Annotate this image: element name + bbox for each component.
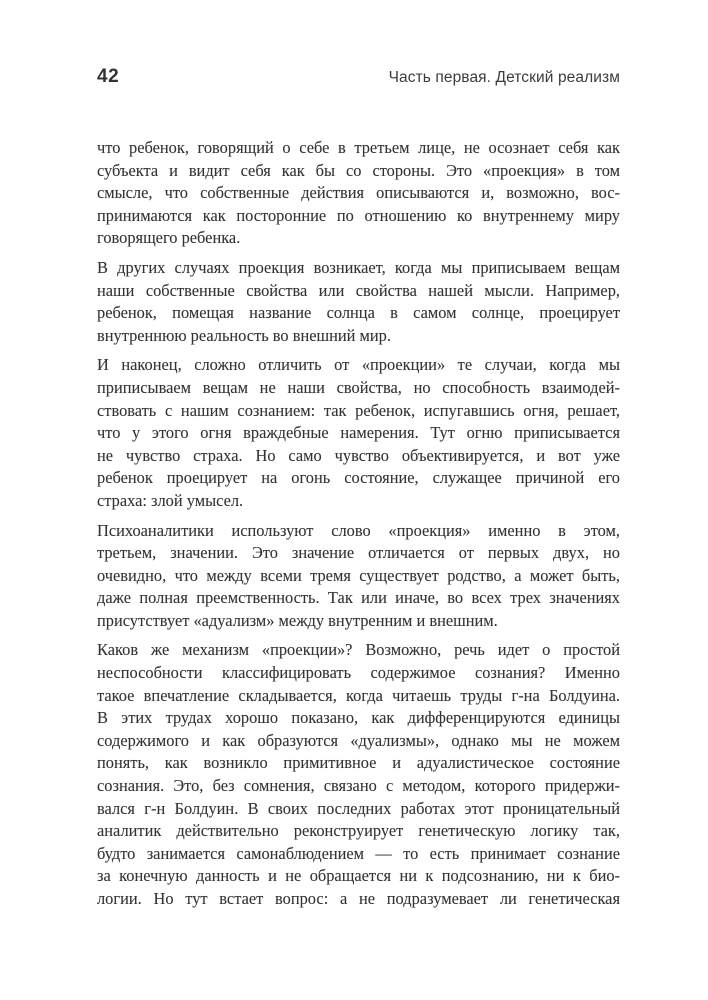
- text-line: очевидно, что между всеми тремя существует родство, а может быть,: [97, 565, 620, 585]
- text-line: неспособности классифицировать содержимое сознания? Именно: [97, 663, 620, 683]
- text-line: Психоаналитики используют слово «проекция» именно в этом,: [97, 520, 620, 540]
- text-line: наши собственные свойства или свойства нашей мысли. Например,: [97, 280, 620, 300]
- text-line: будто занимается самонаблюдением — то есть принимает сознание: [97, 843, 620, 863]
- text-line: И наконец, сложно отличить от «проекции» те случаи, когда мы: [97, 355, 620, 375]
- text-line: внутреннюю реальность во внешний мир.: [97, 325, 391, 345]
- text-line: ствовать с нашим сознанием: так ребенок, испугавшись огня, решает,: [97, 400, 620, 420]
- paragraph: [97, 520, 620, 633]
- text-line: сознания. Это, без сомнения, связано с методом, которого придержи-: [97, 776, 620, 796]
- text-line: ребенок проецирует на огонь состояние, служащее причиной его: [97, 468, 620, 488]
- text-line: ребенок, помещая название солнца в самом солнце, проецирует: [97, 303, 620, 323]
- text-line: что у этого огня враждебные намерения. Тут огню приписывается: [97, 423, 620, 443]
- page-body: [97, 137, 620, 911]
- text-line: В других случаях проекция возникает, когда мы приписываем вещам: [97, 257, 620, 277]
- text-line: принимаются как посторонние по отношению ко внутреннему миру: [97, 205, 620, 225]
- text-line: присутствует «адуализм» между внутренним и внешним.: [97, 610, 498, 630]
- running-head: Часть первая. Детский реализм: [388, 69, 620, 86]
- text-line: приписываем вещам не наши свойства, но способность взаимодей-: [97, 377, 620, 397]
- paragraph: [97, 257, 620, 347]
- text-line: В этих трудах хорошо показано, как дифференцируются единицы: [97, 708, 620, 728]
- text-line: вался г-н Болдуин. В своих последних работах этот проницательный: [97, 798, 620, 818]
- text-line: понять, как возникло примитивное и адуалистическое состояние: [97, 753, 620, 773]
- text-line: страха: злой умысел.: [97, 490, 244, 510]
- text-line: логии. Но тут встает вопрос: а не подразумевает ли генетическая: [97, 889, 620, 908]
- paragraph: [97, 639, 620, 910]
- paragraph: [97, 137, 620, 250]
- text-line: такое впечатление складывается, когда читаешь труды г-на Болдуина.: [97, 685, 620, 705]
- text-line: что ребенок, говорящий о себе в третьем лице, не осознает себя как: [97, 138, 620, 157]
- text-line: за конечную данность и не обращается ни к подсознанию, ни к био-: [97, 866, 620, 886]
- text-line: субъекта и видит себя как бы со стороны. Это «проекция» в том: [97, 160, 620, 180]
- text-line: Каков же механизм «проекции»? Возможно, речь идет о простой: [97, 640, 620, 660]
- text-line: говорящего ребенка.: [97, 228, 241, 248]
- text-line: даже полная преемственность. Так или иначе, во всех трех значениях: [97, 588, 620, 608]
- page-header: [97, 66, 620, 88]
- text-line: содержимого и как образуются «дуализмы», однако мы не можем: [97, 730, 620, 750]
- text-line: смысле, что собственные действия описываются и, возможно, вос-: [97, 183, 620, 203]
- paragraph: [97, 354, 620, 512]
- text-line: аналитик действительно реконструирует генетическую логику так,: [97, 821, 620, 841]
- text-line: не чувство страха. Но само чувство объективируется, и вот уже: [97, 445, 620, 465]
- page: [97, 0, 620, 1000]
- text-line: третьем, значении. Это значение отличается от первых двух, но: [97, 543, 620, 563]
- page-number: 42: [97, 66, 120, 87]
